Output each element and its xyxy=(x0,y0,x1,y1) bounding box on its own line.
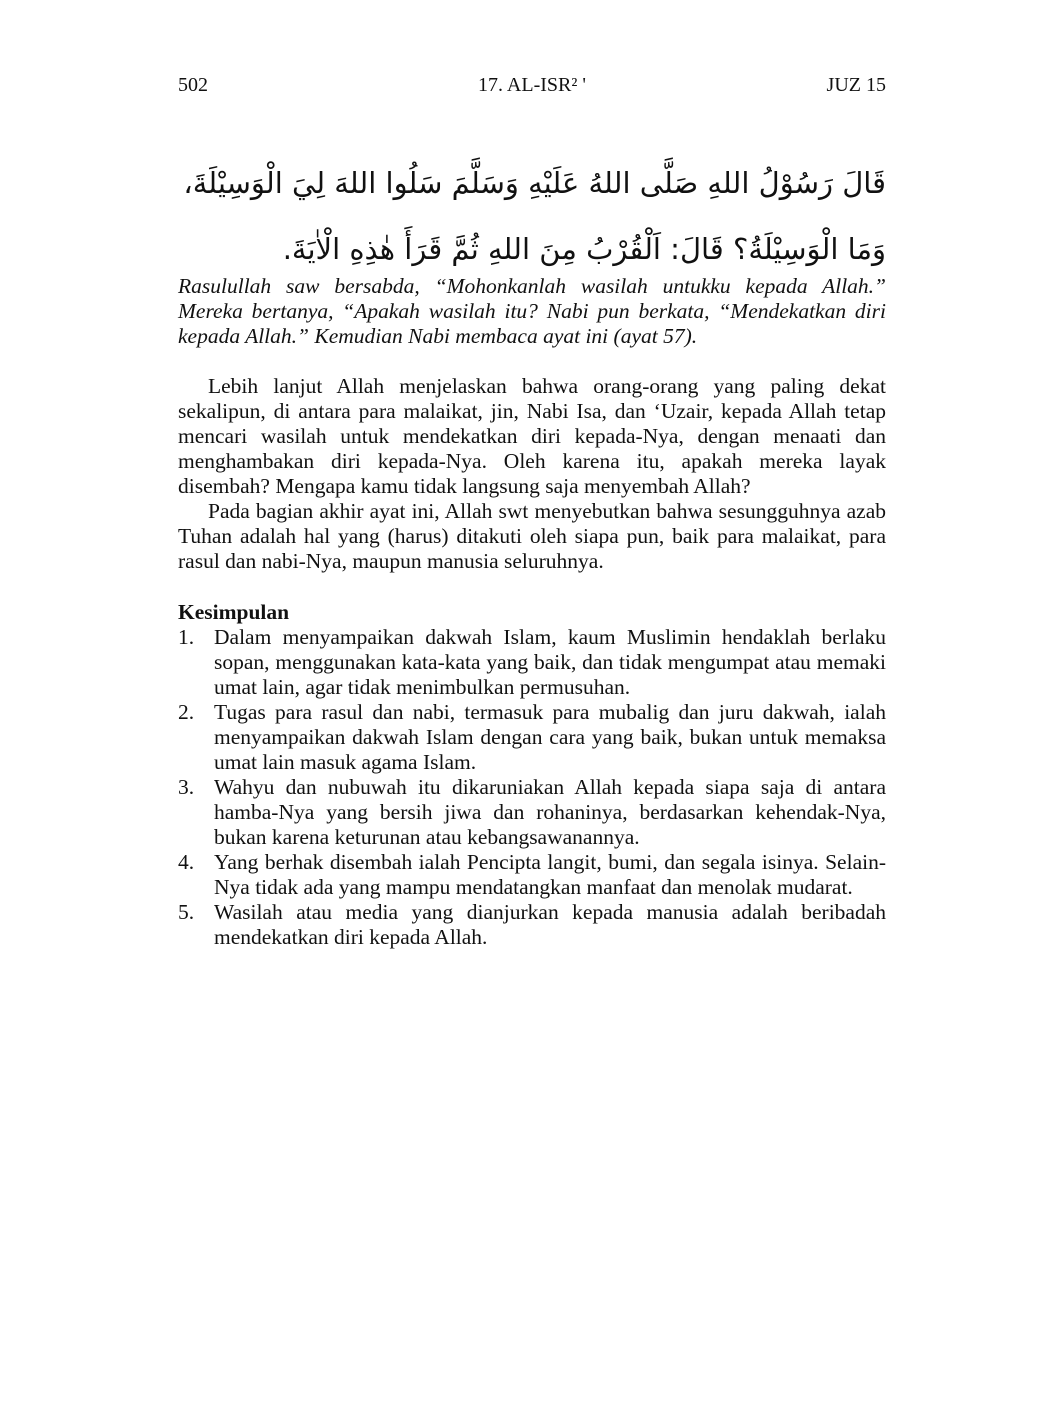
list-item-number: 5. xyxy=(178,900,195,924)
list-item xyxy=(178,700,886,775)
juz-label: JUZ 15 xyxy=(826,74,886,96)
list-item-text: Wasilah atau media yang dianjurkan kepada manusia adalah beribadah mendekatkan diri kepada Allah. xyxy=(214,900,886,949)
hadith-arabic-text: قَالَ رَسُوْلُ اللهِ صَلَّى اللهُ عَلَيْهِ وَسَلَّمَ سَلُوا اللهَ لِيَ الْوَسِيْلَةَ، وَمَا الْوَسِيْلَةُ؟ قَالَ: اَلْقُرْبُ مِنَ اللهِ ثُمَّ قَرَأَ هٰذِهِ الْاٰيَةَ. xyxy=(183,166,886,266)
paragraph: Pada bagian akhir ayat ini, Allah swt menyebutkan bahwa sesungguhnya azab Tuhan adalah hal yang (harus) ditakuti oleh siapa pun, baik para malaikat, para rasul dan nabi-Nya, maupun manusia seluruhnya. xyxy=(178,499,886,573)
list-item-text: Tugas para rasul dan nabi, termasuk para mubalig dan juru dakwah, ialah menyampaikan dakwah Islam dengan cara yang baik, bukan untuk memaksa umat lain masuk agama Islam. xyxy=(214,700,886,774)
list-item-number: 4. xyxy=(178,850,195,874)
hadith-translation: Rasulullah saw bersabda, “Mohonkanlah wasilah untukku kepada Allah.” Mereka bertanya, “Apakah wasilah itu? Nabi pun berkata, “Mendekatkan diri kepada Allah.” Kemudian Nabi membaca ayat ini (ayat 57). xyxy=(178,274,886,348)
list-item-number: 1. xyxy=(178,625,195,649)
list-item xyxy=(178,900,886,950)
list-item-text: Yang berhak disembah ialah Pencipta langit, bumi, dan segala isinya. Selain-Nya tidak ada yang mampu mendatangkan manfaat dan menolak mudarat. xyxy=(214,850,886,899)
page-header xyxy=(178,74,886,102)
conclusion-list xyxy=(178,625,886,950)
conclusion-heading: Kesimpulan xyxy=(178,600,290,624)
list-item-number: 2. xyxy=(178,700,195,724)
surah-title: 17. AL-ISR² ' xyxy=(478,74,586,96)
list-item xyxy=(178,625,886,700)
list-item-text: Dalam menyampaikan dakwah Islam, kaum Muslimin hendaklah berlaku sopan, menggunakan kata-kata yang baik, dan tidak mengumpat atau memaki umat lain, agar tidak menimbulkan permusuhan. xyxy=(214,625,886,699)
list-item-number: 3. xyxy=(178,775,195,799)
list-item xyxy=(178,775,886,850)
list-item xyxy=(178,850,886,900)
commentary xyxy=(178,374,886,574)
paragraph: Lebih lanjut Allah menjelaskan bahwa orang-orang yang paling dekat sekalipun, di antara para malaikat, jin, Nabi Isa, dan ‘Uzair, kepada Allah tetap mencari wasilah untuk mendekatkan diri kepada-Nya, dengan menaati dan menghambakan diri kepada-Nya. Oleh karena itu, apakah mereka layak disembah? Mengapa kamu tidak langsung saja menyembah Allah? xyxy=(178,374,886,498)
list-item-text: Wahyu dan nubuwah itu dikaruniakan Allah kepada siapa saja di antara hamba-Nya yang bersih jiwa dan rohaninya, berdasarkan kehendak-Nya, bukan karena keturunan atau kebangsawanannya. xyxy=(214,775,886,849)
page-number: 502 xyxy=(178,74,208,96)
